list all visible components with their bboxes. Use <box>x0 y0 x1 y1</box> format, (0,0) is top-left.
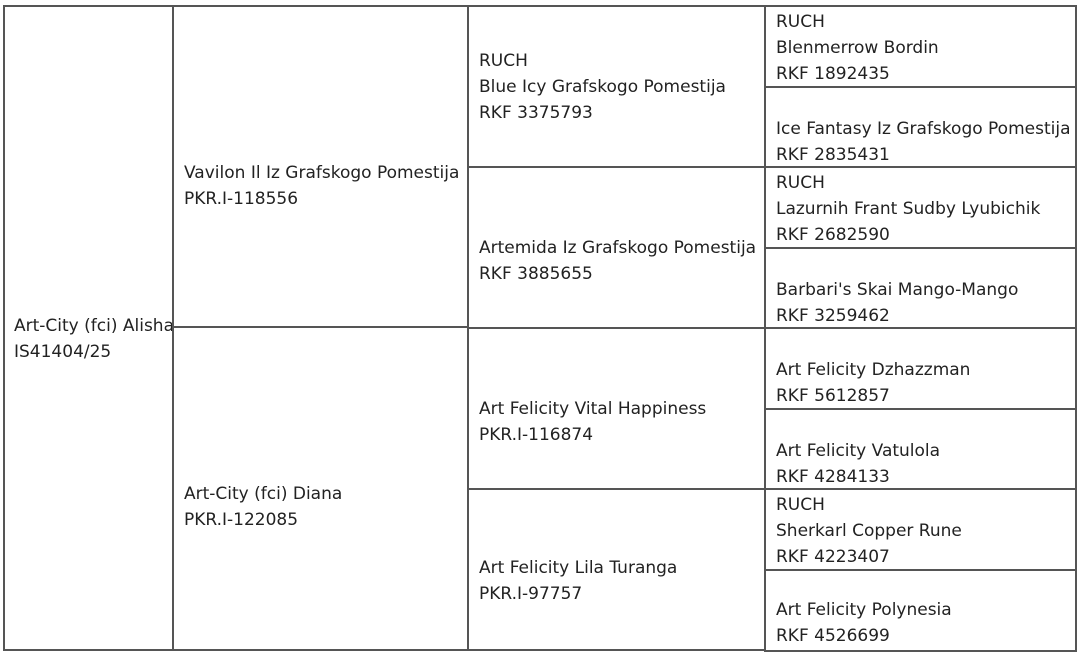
dog-name: Sherkarl Copper Rune <box>776 521 962 541</box>
registration-number: RKF 2682590 <box>776 225 890 245</box>
dog-name: Art-City (fci) Diana <box>184 484 343 504</box>
dog-name: Artemida Iz Grafskogo Pomestija <box>479 238 757 258</box>
dog-name: Art Felicity Lila Turanga <box>479 558 678 578</box>
dog-name: Art Felicity Polynesia <box>776 600 952 620</box>
registration-number: PKR.I-122085 <box>184 510 299 530</box>
registration-number: RKF 1892435 <box>776 64 890 84</box>
pedigree-cell-dam-sire <box>467 327 766 490</box>
registration-number: RKF 4223407 <box>776 547 890 567</box>
dog-name: Blenmerrow Bordin <box>776 38 939 58</box>
dog-name: Barbari's Skai Mango-Mango <box>776 280 1019 300</box>
dog-name: Art Felicity Vatulola <box>776 441 941 461</box>
pedigree-cell-sire-sire <box>467 5 766 168</box>
pedigree-cell-dam-dam <box>467 488 766 651</box>
dog-title: RUCH <box>776 12 825 32</box>
registration-number: RKF 4526699 <box>776 626 890 646</box>
registration-number: RKF 3375793 <box>479 103 593 123</box>
dog-name: Vavilon Il Iz Grafskogo Pomestija <box>184 163 460 183</box>
pedigree-cell-dam <box>172 326 469 651</box>
pedigree-cell-dam-sire-dam <box>764 408 1077 491</box>
pedigree-cell-dam-sire-sire <box>764 327 1077 410</box>
registration-number: RKF 5612857 <box>776 386 890 406</box>
pedigree-cell-sire-sire-dam <box>764 86 1077 169</box>
pedigree-cell-sire-dam-dam <box>764 247 1077 330</box>
pedigree-cell-dam-dam-sire <box>764 488 1077 571</box>
dog-name: Lazurnih Frant Sudby Lyubichik <box>776 199 1041 219</box>
registration-number: RKF 3885655 <box>479 264 593 284</box>
dog-title: RUCH <box>776 173 825 193</box>
pedigree-cell-dam-dam-dam <box>764 569 1077 652</box>
dog-title: RUCH <box>479 51 528 71</box>
dog-name: Art Felicity Vital Happiness <box>479 399 707 419</box>
dog-name: Blue Icy Grafskogo Pomestija <box>479 77 726 97</box>
pedigree-cell-sire-sire-sire <box>764 5 1077 88</box>
registration-number: PKR.I-97757 <box>479 584 583 604</box>
registration-number: PKR.I-116874 <box>479 425 594 445</box>
dog-name: Ice Fantasy Iz Grafskogo Pomestija <box>776 119 1071 139</box>
dog-title: RUCH <box>776 495 825 515</box>
pedigree-cell-sire-dam-sire <box>764 166 1077 249</box>
dog-name: Art-City (fci) Alisha <box>14 316 174 336</box>
registration-number: RKF 3259462 <box>776 306 890 326</box>
pedigree-cell-sire <box>172 5 469 328</box>
dog-name: Art Felicity Dzhazzman <box>776 360 971 380</box>
registration-number: RKF 4284133 <box>776 467 890 487</box>
registration-number: RKF 2835431 <box>776 145 890 165</box>
registration-number: IS41404/25 <box>14 342 112 362</box>
registration-number: PKR.I-118556 <box>184 189 299 209</box>
pedigree-cell-sire-dam <box>467 166 766 329</box>
pedigree-cell-subject <box>3 5 174 651</box>
